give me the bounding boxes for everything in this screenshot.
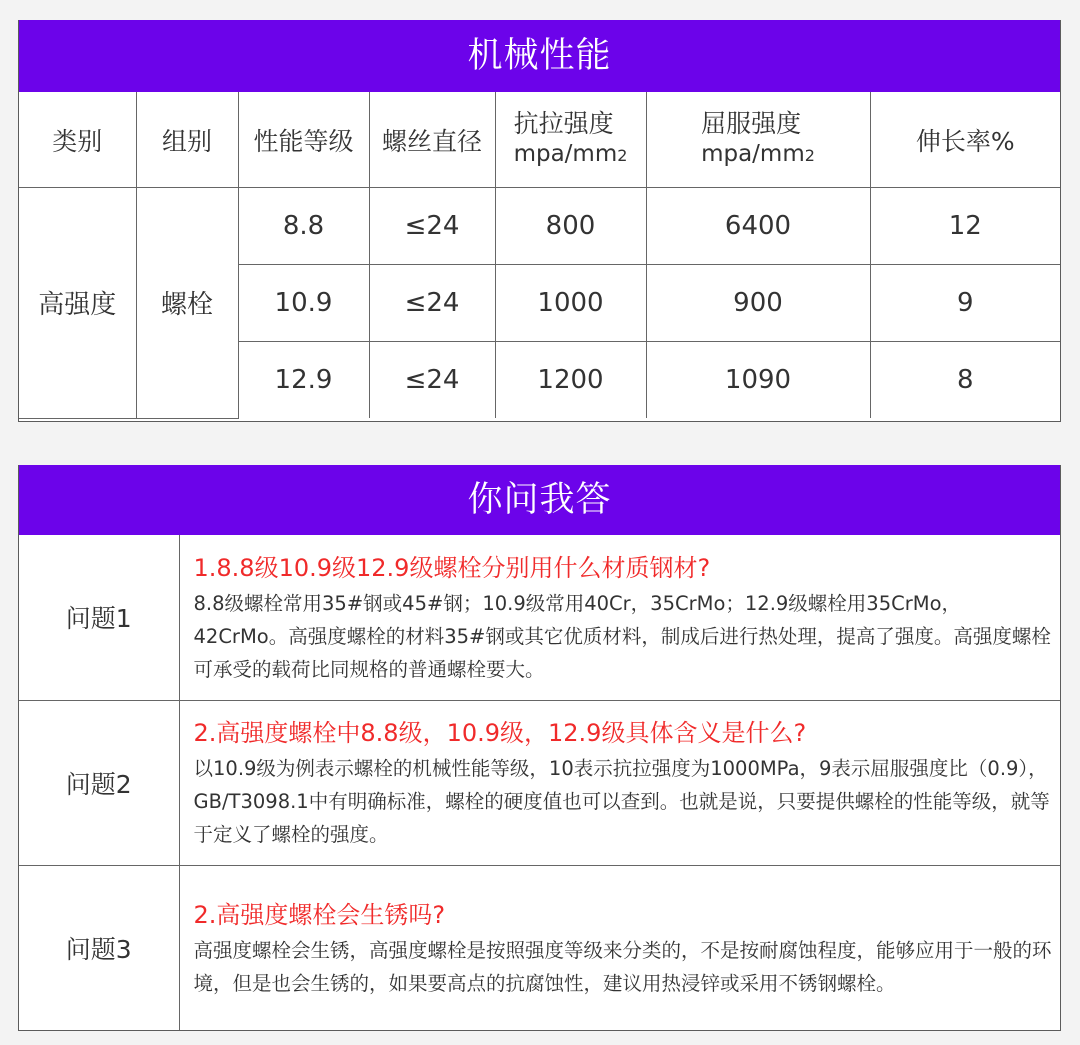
category-cell: 高强度 xyxy=(19,188,136,419)
group-cell: 螺栓 xyxy=(136,188,238,419)
qa-row xyxy=(19,865,1060,1030)
qa-row xyxy=(19,535,1060,700)
table-row xyxy=(19,188,1060,265)
elongation-cell: 9 xyxy=(870,265,1060,342)
tensile-cell: 1200 xyxy=(495,342,646,419)
question-title: 2.高强度螺栓中8.8级，10.9级，12.9级具体含义是什么? xyxy=(193,719,807,747)
header-yield-label: 屈服强度 xyxy=(701,108,802,138)
qa-content xyxy=(179,700,1060,865)
qa-panel xyxy=(18,465,1061,1031)
answer-text: 8.8级螺栓常用35#钢或45#钢；10.9级常用40Cr，35CrMo；12.9级螺栓用35CrMo，42CrMo。高强度螺栓的材料35#钢或其它优质材料，制成后进行热处理，提高了强度。高强度螺栓可承受的载荷比同规格的普通螺栓要大。 xyxy=(193,591,1051,681)
answer-text: 高强度螺栓会生锈，高强度螺栓是按照强度等级来分类的，不是按耐腐蚀程度，能够应用于一般的环境，但是也会生锈的，如果要高点的抗腐蚀性，建议用热浸锌或采用不锈钢螺栓。 xyxy=(193,938,1052,995)
qa-content xyxy=(179,535,1060,700)
grade-cell: 12.9 xyxy=(238,342,369,419)
yield-cell: 6400 xyxy=(646,188,870,265)
grade-cell: 10.9 xyxy=(238,265,369,342)
diameter-cell: ≤24 xyxy=(369,342,495,419)
mechanical-properties-title: 机械性能 xyxy=(19,20,1060,92)
header-tensile-unit-sub: 2 xyxy=(617,145,628,165)
tensile-cell: 800 xyxy=(495,188,646,265)
question-title: 2.高强度螺栓会生锈吗? xyxy=(193,900,446,929)
question-label: 问题3 xyxy=(19,865,179,1030)
diameter-cell: ≤24 xyxy=(369,188,495,265)
qa-table xyxy=(19,535,1060,1030)
header-yield-unit: mpa/mm xyxy=(701,140,805,167)
qa-title: 你问我答 xyxy=(19,465,1060,535)
header-tensile-unit: mpa/mm xyxy=(513,140,618,167)
answer-text: 以10.9级为例表示螺栓的机械性能等级，10表示抗拉强度为1000MPa，9表示屈服强度比（0.9），GB/T3098.1中有明确标准，螺栓的硬度值也可以查到。也就是说，只要提供螺栓的性能等级，就等于定义了螺栓的强度。 xyxy=(193,757,1050,846)
header-yield xyxy=(646,92,870,188)
elongation-cell: 8 xyxy=(870,342,1060,419)
header-group: 组别 xyxy=(136,92,238,188)
qa-content xyxy=(179,865,1060,1030)
header-category: 类别 xyxy=(19,92,136,188)
yield-cell: 900 xyxy=(646,265,870,342)
question-label: 问题2 xyxy=(19,700,179,865)
grade-cell: 8.8 xyxy=(238,188,369,265)
header-tensile xyxy=(495,92,646,188)
table-header-row xyxy=(19,92,1060,188)
question-title: 1.8.8级10.9级12.9级螺栓分别用什么材质钢材? xyxy=(193,553,711,582)
mechanical-properties-panel xyxy=(18,20,1061,422)
question-label: 问题1 xyxy=(19,535,179,700)
header-grade: 性能等级 xyxy=(238,92,369,188)
qa-row xyxy=(19,700,1060,865)
header-tensile-label: 抗拉强度 xyxy=(513,108,614,138)
header-elongation: 伸长率% xyxy=(870,92,1060,188)
tensile-cell: 1000 xyxy=(495,265,646,342)
mechanical-properties-table xyxy=(19,92,1060,419)
header-yield-unit-sub: 2 xyxy=(804,145,815,165)
elongation-cell: 12 xyxy=(870,188,1060,265)
yield-cell: 1090 xyxy=(646,342,870,419)
diameter-cell: ≤24 xyxy=(369,265,495,342)
header-diameter: 螺丝直径 xyxy=(369,92,495,188)
